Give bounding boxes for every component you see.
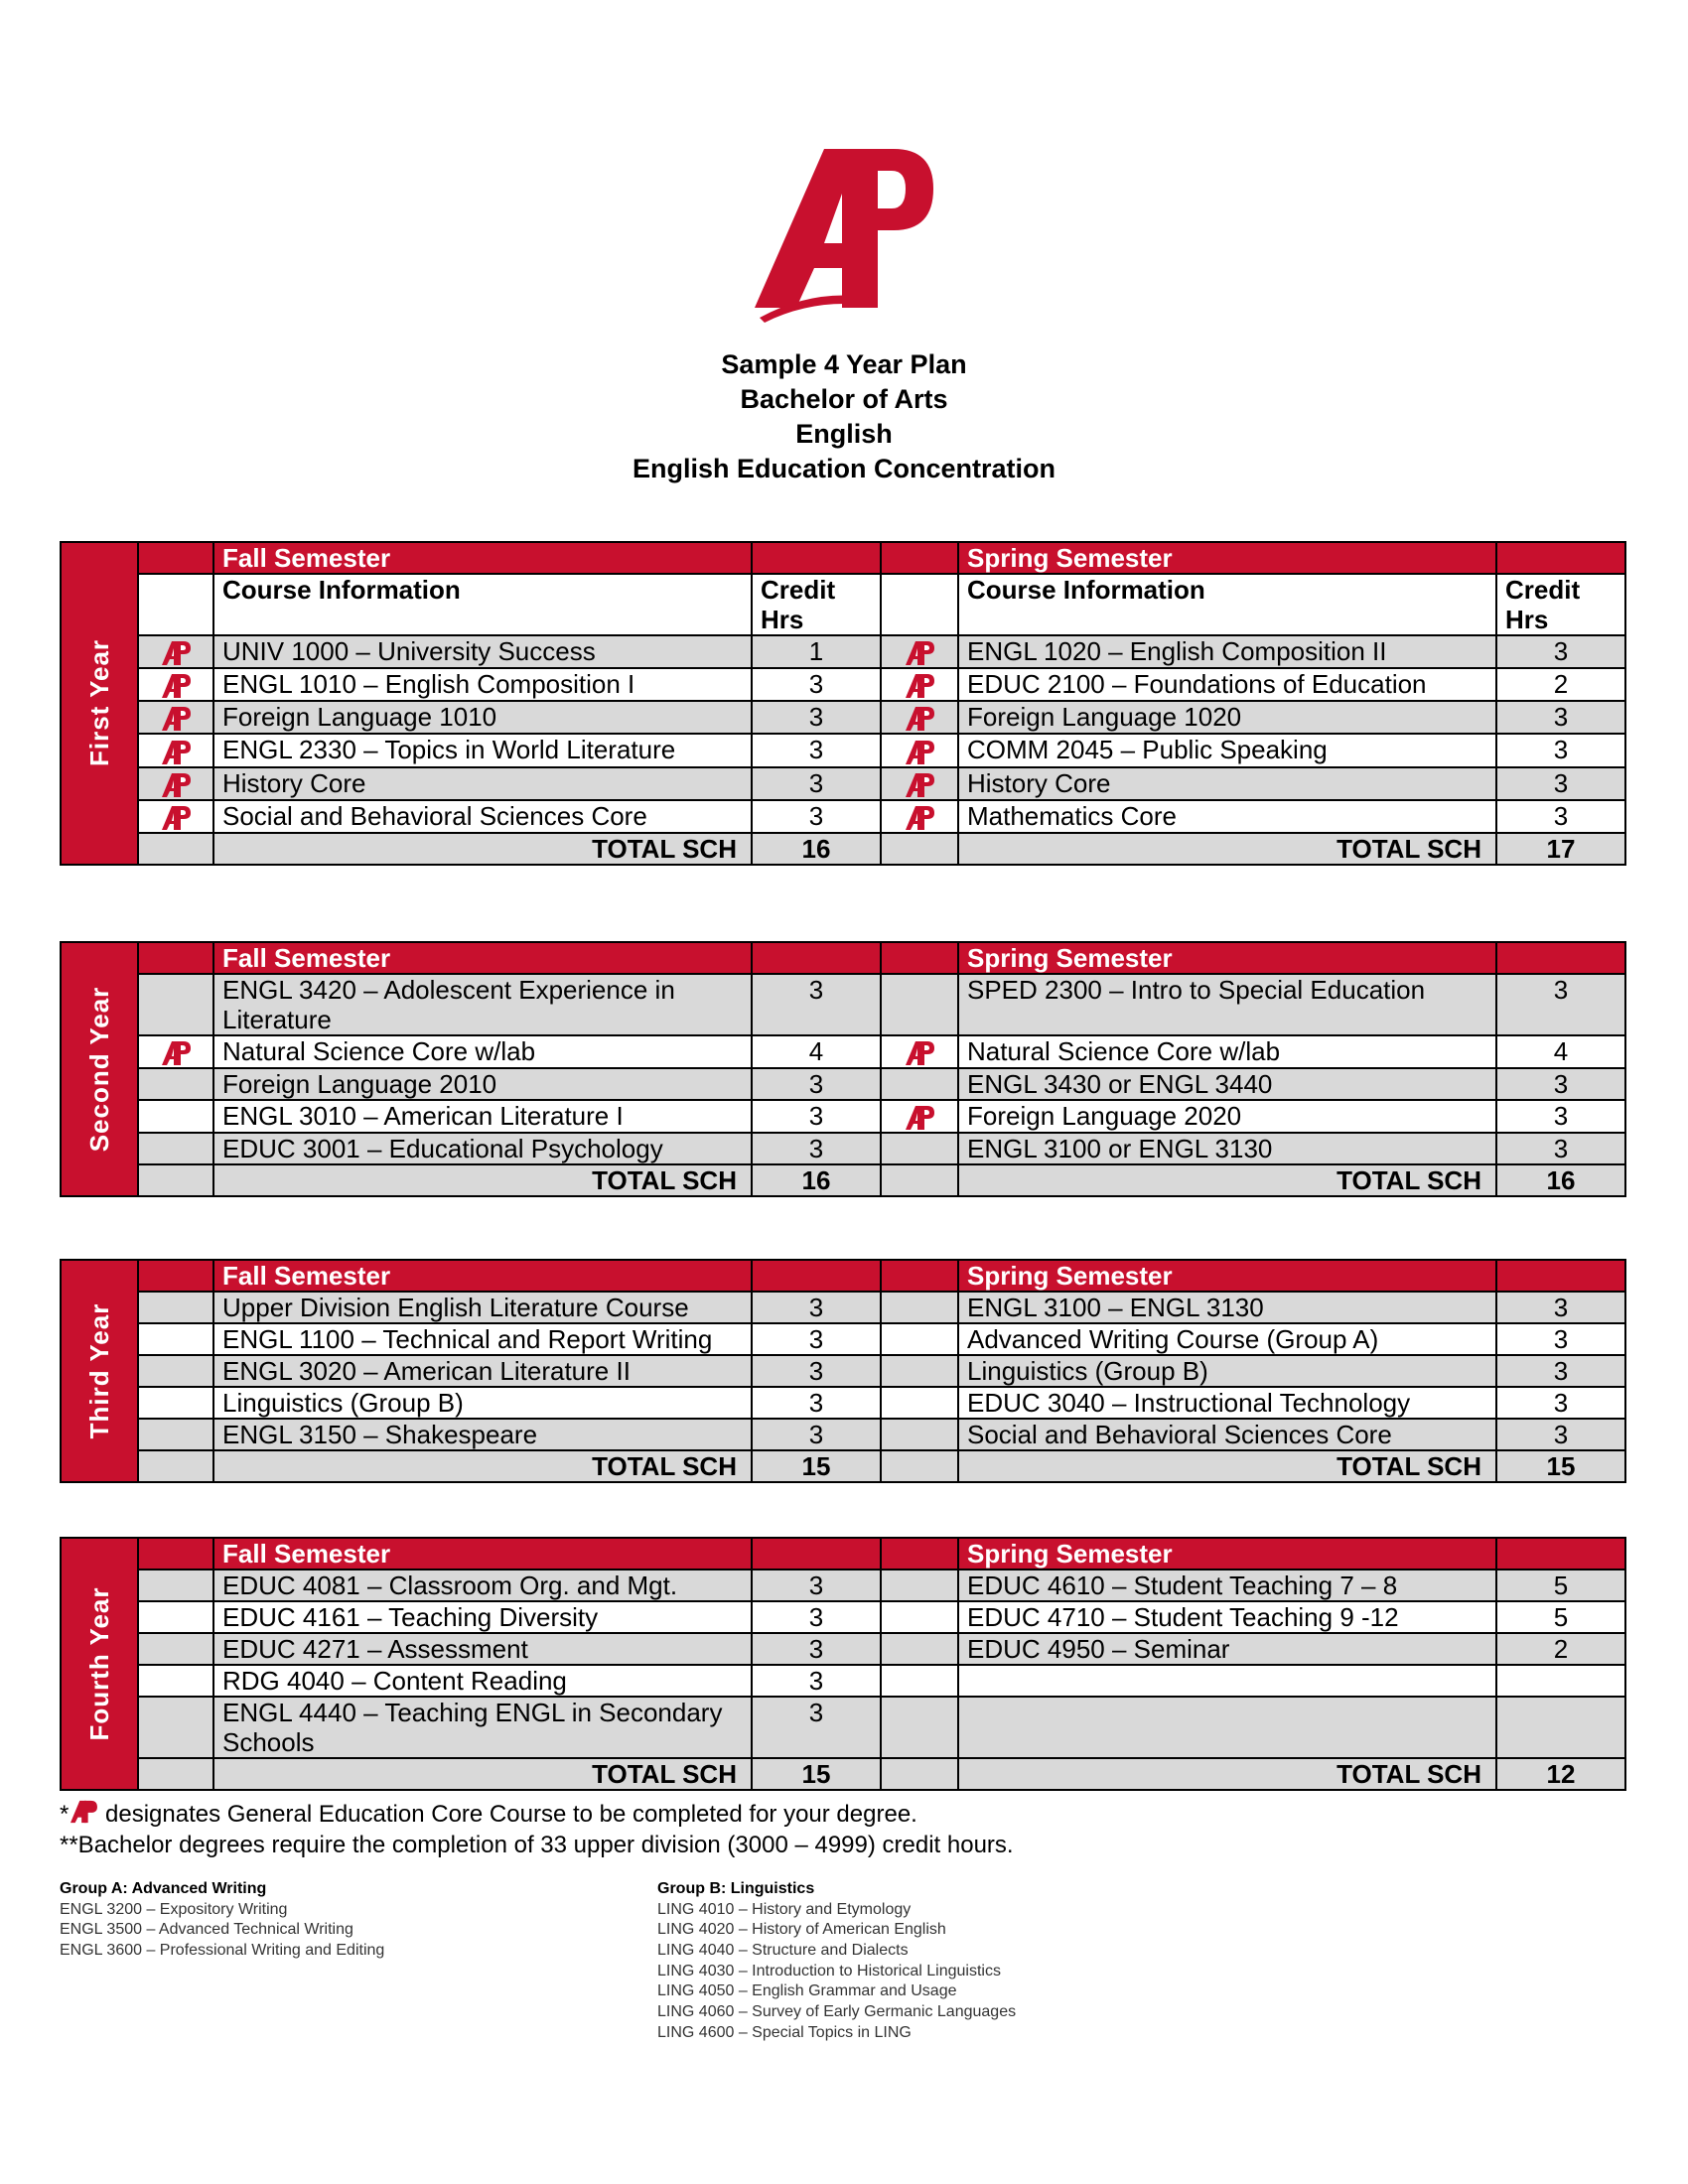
total-label: TOTAL SCH bbox=[958, 833, 1496, 865]
title-line: English Education Concentration bbox=[632, 454, 1055, 483]
header-cell bbox=[138, 1538, 213, 1570]
course-row bbox=[61, 1133, 1625, 1164]
spring-credit: 3 bbox=[1496, 635, 1625, 668]
spring-credit: 3 bbox=[1496, 1355, 1625, 1387]
year-label-text: Fourth Year bbox=[84, 1586, 114, 1741]
spring-course: EDUC 4710 – Student Teaching 9 -12 bbox=[958, 1601, 1496, 1633]
fall-credit: 3 bbox=[752, 1570, 881, 1601]
course-row bbox=[61, 800, 1625, 833]
fall-course: ENGL 3020 – American Literature II bbox=[213, 1355, 752, 1387]
spring-credit: 3 bbox=[1496, 701, 1625, 734]
course-row bbox=[61, 1387, 1625, 1419]
course-row bbox=[61, 974, 1625, 1035]
core-marker-cell bbox=[881, 1068, 958, 1100]
spring-credit: 3 bbox=[1496, 1419, 1625, 1450]
spring-course: COMM 2045 – Public Speaking bbox=[958, 734, 1496, 766]
total-label: TOTAL SCH bbox=[213, 1758, 752, 1790]
ap-core-icon bbox=[160, 705, 192, 733]
group-a-item: ENGL 3600 – Professional Writing and Editing bbox=[60, 1942, 385, 1960]
group-b-item: LING 4060 – Survey of Early Germanic Languages bbox=[657, 2003, 1017, 2021]
spring-total: 12 bbox=[1496, 1758, 1625, 1790]
fall-credit: 3 bbox=[752, 701, 881, 734]
core-marker-cell bbox=[881, 1355, 958, 1387]
header-cell bbox=[752, 942, 881, 974]
fall-semester-header: Fall Semester bbox=[213, 1260, 752, 1292]
total-spacer bbox=[138, 833, 213, 865]
fall-course: History Core bbox=[213, 767, 752, 800]
spring-course bbox=[958, 1697, 1496, 1758]
year-table bbox=[60, 1259, 1626, 1483]
fall-course: Linguistics (Group B) bbox=[213, 1387, 752, 1419]
course-info-header: Course Information bbox=[213, 574, 752, 635]
fall-course: Natural Science Core w/lab bbox=[213, 1035, 752, 1068]
spring-course: Linguistics (Group B) bbox=[958, 1355, 1496, 1387]
total-spacer bbox=[138, 1450, 213, 1482]
course-row bbox=[61, 1323, 1625, 1355]
ap-core-icon bbox=[160, 1039, 192, 1067]
spring-course: ENGL 3100 or ENGL 3130 bbox=[958, 1133, 1496, 1164]
spring-course: SPED 2300 – Intro to Special Education bbox=[958, 974, 1496, 1035]
header-cell bbox=[1496, 542, 1625, 574]
group-b-title: Group B: Linguistics bbox=[657, 1880, 815, 1897]
fall-course: Foreign Language 1010 bbox=[213, 701, 752, 734]
core-marker-cell bbox=[881, 734, 958, 766]
total-row bbox=[61, 1164, 1625, 1196]
header-cell bbox=[138, 542, 213, 574]
core-marker-cell bbox=[881, 668, 958, 701]
ap-core-icon bbox=[160, 739, 192, 766]
fall-course: ENGL 1100 – Technical and Report Writing bbox=[213, 1323, 752, 1355]
year-label bbox=[61, 542, 138, 865]
fall-course: RDG 4040 – Content Reading bbox=[213, 1665, 752, 1697]
spring-total: 17 bbox=[1496, 833, 1625, 865]
fall-credit: 3 bbox=[752, 974, 881, 1035]
spring-course: EDUC 2100 – Foundations of Education bbox=[958, 668, 1496, 701]
core-marker-cell bbox=[881, 800, 958, 833]
fall-credit: 3 bbox=[752, 1633, 881, 1665]
group-a-item: ENGL 3500 – Advanced Technical Writing bbox=[60, 1921, 353, 1939]
core-marker-cell bbox=[881, 1665, 958, 1697]
core-marker-cell bbox=[138, 1035, 213, 1068]
core-marker-cell bbox=[138, 668, 213, 701]
spring-course: Foreign Language 2020 bbox=[958, 1100, 1496, 1133]
year-table bbox=[60, 1537, 1626, 1791]
spring-credit: 2 bbox=[1496, 668, 1625, 701]
course-row bbox=[61, 1355, 1625, 1387]
total-spacer bbox=[881, 1164, 958, 1196]
subheader-cell bbox=[881, 574, 958, 635]
ap-core-icon bbox=[160, 672, 192, 700]
group-a-list bbox=[60, 1879, 384, 1962]
header-cell bbox=[881, 542, 958, 574]
fall-credit: 1 bbox=[752, 635, 881, 668]
group-b-item: LING 4010 – History and Etymology bbox=[657, 1900, 912, 1918]
fall-credit: 3 bbox=[752, 1100, 881, 1133]
spring-semester-header: Spring Semester bbox=[958, 942, 1496, 974]
year-label-text: Third Year bbox=[84, 1302, 114, 1439]
core-marker-cell bbox=[881, 767, 958, 800]
core-marker-cell bbox=[881, 1292, 958, 1323]
year-label bbox=[61, 1538, 138, 1790]
course-row bbox=[61, 1100, 1625, 1133]
spring-course: EDUC 4610 – Student Teaching 7 – 8 bbox=[958, 1570, 1496, 1601]
core-marker-cell bbox=[138, 635, 213, 668]
core-marker-cell bbox=[138, 1633, 213, 1665]
group-b-list bbox=[657, 1879, 1016, 2044]
fall-total: 15 bbox=[752, 1450, 881, 1482]
fall-course: Foreign Language 2010 bbox=[213, 1068, 752, 1100]
fall-credit: 3 bbox=[752, 1292, 881, 1323]
ap-logo bbox=[755, 149, 933, 323]
fall-course: ENGL 4440 – Teaching ENGL in Secondary Schools bbox=[213, 1697, 752, 1758]
ap-core-icon bbox=[904, 771, 935, 799]
core-marker-cell bbox=[138, 1601, 213, 1633]
spring-semester-header: Spring Semester bbox=[958, 1260, 1496, 1292]
course-row bbox=[61, 668, 1625, 701]
fall-course: EDUC 4081 – Classroom Org. and Mgt. bbox=[213, 1570, 752, 1601]
subheader-cell bbox=[138, 574, 213, 635]
fall-total: 16 bbox=[752, 1164, 881, 1196]
spring-credit: 5 bbox=[1496, 1601, 1625, 1633]
core-marker-cell bbox=[881, 1323, 958, 1355]
credit-hrs-header: Credit Hrs bbox=[752, 574, 881, 635]
core-marker-cell bbox=[138, 1355, 213, 1387]
spring-credit: 3 bbox=[1496, 767, 1625, 800]
header-cell bbox=[881, 1538, 958, 1570]
fall-credit: 3 bbox=[752, 734, 881, 766]
spring-credit: 4 bbox=[1496, 1035, 1625, 1068]
spring-credit: 3 bbox=[1496, 974, 1625, 1035]
total-spacer bbox=[881, 1450, 958, 1482]
fall-course: EDUC 4271 – Assessment bbox=[213, 1633, 752, 1665]
spring-course bbox=[958, 1665, 1496, 1697]
header-cell bbox=[1496, 942, 1625, 974]
spring-course: ENGL 3430 or ENGL 3440 bbox=[958, 1068, 1496, 1100]
fall-course: ENGL 3420 – Adolescent Experience in Literature bbox=[213, 974, 752, 1035]
fall-course: UNIV 1000 – University Success bbox=[213, 635, 752, 668]
core-marker-cell bbox=[881, 1387, 958, 1419]
fall-course: Social and Behavioral Sciences Core bbox=[213, 800, 752, 833]
spring-course: ENGL 3100 – ENGL 3130 bbox=[958, 1292, 1496, 1323]
year-table bbox=[60, 941, 1626, 1197]
total-spacer bbox=[881, 1758, 958, 1790]
ap-core-icon bbox=[160, 804, 192, 832]
core-marker-cell bbox=[881, 1133, 958, 1164]
ap-core-icon bbox=[160, 639, 192, 667]
fall-credit: 3 bbox=[752, 1665, 881, 1697]
fall-credit: 3 bbox=[752, 668, 881, 701]
group-b-item: LING 4030 – Introduction to Historical Linguistics bbox=[657, 1962, 1001, 1979]
fall-course: ENGL 1010 – English Composition I bbox=[213, 668, 752, 701]
core-marker-cell bbox=[881, 1570, 958, 1601]
fall-credit: 4 bbox=[752, 1035, 881, 1068]
spring-course: Mathematics Core bbox=[958, 800, 1496, 833]
spring-credit bbox=[1496, 1665, 1625, 1697]
group-b-item: LING 4040 – Structure and Dialects bbox=[657, 1942, 909, 1960]
fall-course: ENGL 3150 – Shakespeare bbox=[213, 1419, 752, 1450]
total-spacer bbox=[138, 1164, 213, 1196]
fall-total: 15 bbox=[752, 1758, 881, 1790]
header-cell bbox=[881, 942, 958, 974]
total-row bbox=[61, 1450, 1625, 1482]
core-marker-cell bbox=[881, 1601, 958, 1633]
spring-course: Natural Science Core w/lab bbox=[958, 1035, 1496, 1068]
spring-credit: 3 bbox=[1496, 1292, 1625, 1323]
title-line: Sample 4 Year Plan bbox=[721, 349, 967, 379]
group-a-item: ENGL 3200 – Expository Writing bbox=[60, 1900, 288, 1918]
ap-core-icon bbox=[904, 705, 935, 733]
core-marker-cell bbox=[881, 701, 958, 734]
course-row bbox=[61, 1601, 1625, 1633]
fall-semester-header: Fall Semester bbox=[213, 542, 752, 574]
fall-credit: 3 bbox=[752, 1068, 881, 1100]
spring-course: EDUC 4950 – Seminar bbox=[958, 1633, 1496, 1665]
course-row bbox=[61, 1068, 1625, 1100]
ap-core-icon bbox=[160, 771, 192, 799]
fall-total: 16 bbox=[752, 833, 881, 865]
core-note-text: designates General Education Core Course to be completed for your degree. bbox=[98, 1801, 917, 1828]
fall-course: ENGL 3010 – American Literature I bbox=[213, 1100, 752, 1133]
fall-credit: 3 bbox=[752, 800, 881, 833]
header-cell bbox=[752, 542, 881, 574]
core-marker-cell bbox=[138, 1292, 213, 1323]
core-marker-cell bbox=[138, 974, 213, 1035]
ap-core-icon bbox=[904, 804, 935, 832]
title-line: Bachelor of Arts bbox=[740, 384, 948, 414]
spring-credit: 2 bbox=[1496, 1633, 1625, 1665]
asterisk: * bbox=[60, 1801, 70, 1828]
fall-course: ENGL 2330 – Topics in World Literature bbox=[213, 734, 752, 766]
total-label: TOTAL SCH bbox=[958, 1164, 1496, 1196]
spring-credit: 3 bbox=[1496, 1133, 1625, 1164]
core-footnote bbox=[60, 1799, 1014, 1830]
fall-credit: 3 bbox=[752, 1323, 881, 1355]
core-marker-cell bbox=[881, 1100, 958, 1133]
core-marker-cell bbox=[138, 1665, 213, 1697]
spring-credit: 3 bbox=[1496, 734, 1625, 766]
upper-division-note: **Bachelor degrees require the completion of 33 upper division (3000 – 4999) credit hours. bbox=[60, 1832, 1014, 1858]
header-cell bbox=[881, 1260, 958, 1292]
ap-core-icon bbox=[904, 1104, 935, 1132]
course-row bbox=[61, 1292, 1625, 1323]
fall-credit: 3 bbox=[752, 1601, 881, 1633]
group-b-item: LING 4600 – Special Topics in LING bbox=[657, 2023, 912, 2041]
total-label: TOTAL SCH bbox=[213, 833, 752, 865]
course-row bbox=[61, 1570, 1625, 1601]
spring-semester-header: Spring Semester bbox=[958, 1538, 1496, 1570]
ap-core-icon bbox=[904, 672, 935, 700]
total-label: TOTAL SCH bbox=[958, 1450, 1496, 1482]
spring-total: 16 bbox=[1496, 1164, 1625, 1196]
total-row bbox=[61, 833, 1625, 865]
header-cell bbox=[1496, 1260, 1625, 1292]
fall-credit: 3 bbox=[752, 1133, 881, 1164]
course-info-header: Course Information bbox=[958, 574, 1496, 635]
course-row bbox=[61, 635, 1625, 668]
credit-hrs-header: Credit Hrs bbox=[1496, 574, 1625, 635]
title-line: English bbox=[795, 419, 893, 449]
plan-title-block bbox=[0, 347, 1688, 486]
spring-total: 15 bbox=[1496, 1450, 1625, 1482]
total-label: TOTAL SCH bbox=[958, 1758, 1496, 1790]
fall-credit: 3 bbox=[752, 1387, 881, 1419]
course-row bbox=[61, 701, 1625, 734]
year-label bbox=[61, 942, 138, 1196]
fall-credit: 3 bbox=[752, 1697, 881, 1758]
ap-core-icon bbox=[904, 639, 935, 667]
core-marker-cell bbox=[138, 1387, 213, 1419]
spring-course: History Core bbox=[958, 767, 1496, 800]
core-marker-cell bbox=[138, 1068, 213, 1100]
total-label: TOTAL SCH bbox=[213, 1450, 752, 1482]
course-row bbox=[61, 1035, 1625, 1068]
header-cell bbox=[138, 942, 213, 974]
total-spacer bbox=[138, 1758, 213, 1790]
core-marker-cell bbox=[881, 1633, 958, 1665]
total-label: TOTAL SCH bbox=[213, 1164, 752, 1196]
year-label-text: Second Year bbox=[84, 986, 114, 1153]
fall-semester-header: Fall Semester bbox=[213, 1538, 752, 1570]
year-label-text: First Year bbox=[84, 639, 114, 767]
core-marker-cell bbox=[138, 1133, 213, 1164]
ap-core-icon bbox=[904, 1039, 935, 1067]
core-marker-cell bbox=[138, 734, 213, 766]
total-spacer bbox=[881, 833, 958, 865]
core-marker-cell bbox=[138, 1697, 213, 1758]
total-row bbox=[61, 1758, 1625, 1790]
fall-course: Upper Division English Literature Course bbox=[213, 1292, 752, 1323]
spring-course: Social and Behavioral Sciences Core bbox=[958, 1419, 1496, 1450]
course-row bbox=[61, 1665, 1625, 1697]
spring-course: Foreign Language 1020 bbox=[958, 701, 1496, 734]
fall-credit: 3 bbox=[752, 1419, 881, 1450]
spring-credit: 3 bbox=[1496, 1387, 1625, 1419]
header-cell bbox=[752, 1538, 881, 1570]
ap-core-icon bbox=[904, 739, 935, 766]
core-marker-cell bbox=[881, 974, 958, 1035]
core-marker-cell bbox=[138, 1570, 213, 1601]
header-cell bbox=[138, 1260, 213, 1292]
core-marker-cell bbox=[138, 1323, 213, 1355]
spring-credit: 3 bbox=[1496, 1100, 1625, 1133]
course-row bbox=[61, 734, 1625, 766]
course-row bbox=[61, 1419, 1625, 1450]
year-label bbox=[61, 1260, 138, 1482]
core-marker-cell bbox=[138, 1419, 213, 1450]
spring-credit: 3 bbox=[1496, 800, 1625, 833]
group-b-item: LING 4020 – History of American English bbox=[657, 1921, 946, 1939]
core-marker-cell bbox=[881, 1419, 958, 1450]
fall-credit: 3 bbox=[752, 1355, 881, 1387]
core-marker-cell bbox=[138, 701, 213, 734]
spring-credit: 3 bbox=[1496, 1068, 1625, 1100]
ap-core-icon bbox=[69, 1799, 98, 1825]
fall-credit: 3 bbox=[752, 767, 881, 800]
group-a-title: Group A: Advanced Writing bbox=[60, 1880, 267, 1897]
header-cell bbox=[1496, 1538, 1625, 1570]
group-b-item: LING 4050 – English Grammar and Usage bbox=[657, 1982, 957, 2000]
course-row bbox=[61, 1633, 1625, 1665]
footnotes bbox=[60, 1799, 1014, 1860]
core-marker-cell bbox=[138, 800, 213, 833]
spring-course: EDUC 3040 – Instructional Technology bbox=[958, 1387, 1496, 1419]
course-row bbox=[61, 1697, 1625, 1758]
fall-course: EDUC 4161 – Teaching Diversity bbox=[213, 1601, 752, 1633]
core-marker-cell bbox=[138, 1100, 213, 1133]
core-marker-cell bbox=[881, 1035, 958, 1068]
header-cell bbox=[752, 1260, 881, 1292]
spring-credit bbox=[1496, 1697, 1625, 1758]
core-marker-cell bbox=[881, 635, 958, 668]
core-marker-cell bbox=[138, 767, 213, 800]
spring-credit: 3 bbox=[1496, 1323, 1625, 1355]
spring-course: Advanced Writing Course (Group A) bbox=[958, 1323, 1496, 1355]
year-table bbox=[60, 541, 1626, 866]
spring-semester-header: Spring Semester bbox=[958, 542, 1496, 574]
spring-course: ENGL 1020 – English Composition II bbox=[958, 635, 1496, 668]
fall-course: EDUC 3001 – Educational Psychology bbox=[213, 1133, 752, 1164]
course-row bbox=[61, 767, 1625, 800]
spring-credit: 5 bbox=[1496, 1570, 1625, 1601]
core-marker-cell bbox=[881, 1697, 958, 1758]
fall-semester-header: Fall Semester bbox=[213, 942, 752, 974]
